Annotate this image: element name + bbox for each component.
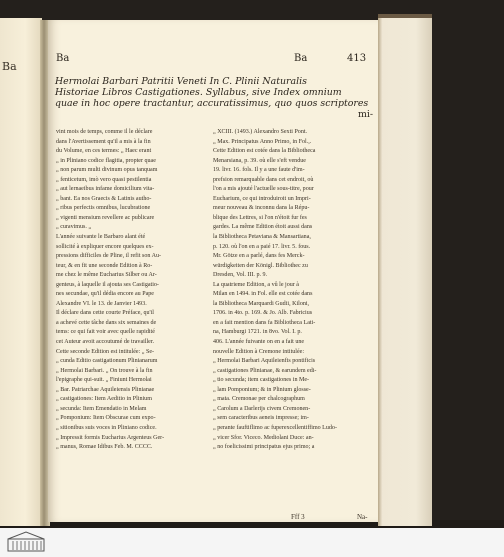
text-line: „ Hermolai Barbari Aquileienfis pontificis: [213, 358, 316, 365]
book-cover-edge: [378, 18, 432, 526]
text-line: l'on a mis ajouté l'actuelle sous-titre, pour: [213, 186, 314, 193]
text-line: würdigkeiten der Königl. Bibliothec zu: [213, 262, 308, 269]
library-building-logo-icon: [6, 531, 46, 553]
title-hyphen-tail: mi-: [357, 109, 373, 120]
text-line: Alexandre VI. le 13. de Janvier 1493.: [56, 300, 147, 307]
text-line: Cette Edition est cotée dans la Bibliotheca: [213, 148, 316, 155]
running-head-left: Ba: [56, 53, 70, 64]
text-line: Milan en 1494. in Fol. elle est cotée dans: [213, 291, 313, 298]
text-line: „ non parum multi divinum opus tanquam: [56, 167, 158, 174]
text-line: „ vigenti mensium revellere ac publicare: [56, 214, 155, 221]
title-line: Historiae Libros Castigationes. Syllabus, sive Index omnium: [55, 87, 342, 98]
left-text-column: [56, 128, 216, 453]
text-line: „ XCIII. (1493.) Alexandro Sexti Pont.: [213, 129, 308, 135]
text-line: 1706. in 4to. p. 169. & Jo. Alb. Fabricius: [213, 310, 313, 317]
title-line: quae in hoc opere tractantur, accuratissimus, quo quos scriptores: [55, 98, 369, 109]
section-title: [55, 76, 373, 120]
text-line: „ Bar. Patriarchae Aquileiensis Plinianae: [56, 386, 155, 393]
text-line: teur, & en fit une seconde Edition à Ro-: [56, 262, 153, 269]
text-line: La quatrieme Edition, a vû le jour à: [213, 281, 299, 288]
text-line: gardes. La même Edition étoit aussi dans: [213, 224, 313, 231]
text-line: „ vicer Sfor. Viceco. Mediolani Duce: an-: [213, 434, 314, 441]
text-line: „ castigationes Plinianae, & earundem edi-: [213, 367, 317, 374]
text-line: 406. L'année fuivante on en a fait une: [213, 339, 305, 346]
text-line: 19. livr. 16. fols. Il y a une faute d'im-: [213, 167, 305, 174]
text-line: a achevé cette tâche dans six semaines de: [56, 319, 157, 326]
text-line: me chez le même Eucharius Silber ou Ar-: [56, 272, 157, 279]
text-line: prefsion remarquable dans cet endroit, où: [213, 176, 314, 183]
text-line: tems: ce qui fait voir avec quelle rapidité: [56, 329, 155, 336]
text-line: Menarsiana, p. 39. où elle s'eft vendue: [213, 157, 306, 164]
text-line: „ in Pliniano codice flagitia, propter quae: [56, 157, 156, 164]
text-line: cet Auteur avoit accoutumé de travailler.: [56, 339, 155, 346]
text-line: „ ribus perfectis omnibus, lucubratione: [56, 205, 151, 212]
text-line: „ fenticetum, imò vero quasi pestilentia: [56, 176, 152, 183]
text-line: du Volume, en ces termes: „ Haec erant: [56, 148, 152, 155]
text-line: vint mois de temps, comme il le déclare: [56, 129, 153, 135]
text-line: Eucharium, ce qui introduiroit un Impri-: [213, 195, 311, 202]
text-line: blique des Lettres, si l'on n'étoit fur fes: [213, 214, 307, 221]
text-line: „ castigationes: Item Aeditio in Plinium: [56, 396, 152, 403]
text-line: „ sitionibus suis voces in Pliniano codice.: [56, 424, 157, 431]
text-line: pressions difficiles de Pline, il refit son Au-: [56, 253, 162, 260]
signature-mark: Fff 3: [291, 513, 305, 521]
text-line: „ mata. Cremonae per chalcographum: [213, 396, 305, 403]
text-line: „ tio secunda; item castigationes in Me-: [213, 377, 310, 384]
text-line: meur nouveau & inconnu dans la Répu-: [213, 205, 310, 212]
text-line: „ lam Pomponium; & in Plinium glosse-: [213, 386, 311, 393]
text-line: l'epigraphe qui-suit. „ Finiunt Hermolai: [56, 377, 152, 384]
text-line: „ Max. Principatus Anno Primo, in Fol.,.: [213, 138, 312, 145]
text-line: „ Pomponium: Item Obscurae cum expo-: [56, 415, 156, 422]
text-line: genteus, à laquelle il ajouta ses Castigatio-: [56, 281, 159, 288]
previous-page-edge: [0, 18, 42, 526]
text-line: „ curavimus. „: [56, 224, 92, 231]
text-line: „ sem caracteribus aeneis impresse; im-: [213, 415, 309, 422]
title-line: Hermolai Barbari Patritii Veneti In C. Plinii Naturalis: [55, 76, 307, 87]
text-line: „ bant. Ea nos Graecis & Latinis autho-: [56, 195, 152, 202]
text-line: „ aut lernaeibus infame domicilium vita-: [56, 186, 155, 193]
text-line: Dresden, Vol. III. p. 9.: [213, 272, 268, 279]
previous-page-running-head: Ba: [2, 60, 17, 73]
text-line: Cette seconde Edition est intitulée: „ Se-: [56, 348, 155, 355]
text-line: „ Carolum a Darlerijs civem Cremonen-: [213, 405, 311, 412]
right-text-column: [213, 128, 373, 453]
text-line: „ manus, Romae Idibus Feb. M. CCCC.: [56, 444, 153, 451]
text-line: L'année suivante le Barbaro alant été: [56, 234, 146, 241]
text-line: „ Impressit formis Eucharius Argenteus Ger-: [56, 434, 165, 441]
text-line: la Bibliotheca Petaviana & Mansartiana,: [213, 234, 311, 241]
text-line: sollicité à expliquer encore quelques ex-: [56, 243, 154, 250]
text-line: Mr. Götze en a parlé, dans fes Merck-: [213, 253, 305, 260]
text-line: „ secunda: Item Emendatio in Melam: [56, 405, 147, 412]
text-line: dans l'Avertissement qu'il a mis à la fin: [56, 138, 151, 145]
page-number: 413: [347, 53, 367, 64]
text-line: nes secundae, qu'il dédia encore au Pape: [56, 291, 154, 298]
text-line: Il déclare dans cette courte Préface, qu'il: [56, 310, 154, 317]
text-line: p. 120. où l'on en a paié 17. livr. 5. fous.: [213, 243, 311, 250]
text-line: en a fait mention dans fa Bibliotheca Lati-: [213, 319, 316, 326]
text-line: na, Hamburgi 1721. in 8vo. Vol. I. p.: [213, 329, 302, 336]
text-line: „ Hermolai Barbari. „ On trouve à la fin: [56, 367, 153, 374]
text-line: nouvelle Edition à Cremone intitulée:: [213, 348, 305, 355]
text-line: „ perante fauftiflimo ac fuperexcellentiffimo Ludo-: [213, 424, 337, 431]
library-footer-bar: [0, 528, 504, 557]
catchword: Na-: [357, 513, 368, 521]
text-line: „ no foelicissimi principatus ejus primo; a: [213, 444, 315, 451]
running-head-right: Ba: [294, 53, 308, 64]
text-line: la Bibliotheca Marquardi Gudii, Kiloni,: [213, 300, 310, 307]
text-line: „ cunda Editio castigationum Plinianarum: [56, 358, 158, 365]
